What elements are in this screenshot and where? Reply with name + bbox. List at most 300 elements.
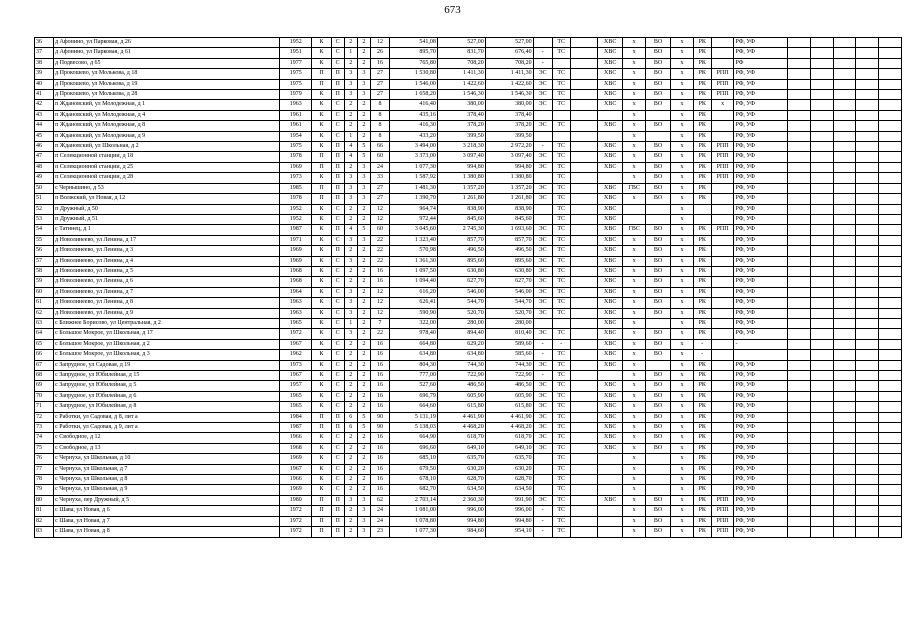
empty-cell <box>833 350 856 360</box>
wall-material: К <box>312 225 331 235</box>
apartments: 16 <box>370 433 389 443</box>
lift-repair <box>711 121 734 131</box>
address: с Свободное, д 13 <box>54 443 280 453</box>
heat-supply: ТС <box>552 173 570 183</box>
empty-cell <box>810 485 833 495</box>
wall-type: П <box>331 162 344 172</box>
empty-cell <box>833 464 856 474</box>
heat-supply: ТС <box>552 527 570 537</box>
living-area: 845,60 <box>437 214 485 224</box>
facade-repair: РФ, УФ <box>734 121 788 131</box>
floors-b: 2 <box>357 131 370 141</box>
cold-water: ХВС <box>598 318 623 328</box>
floors-a: 2 <box>344 110 357 120</box>
roof-repair: РК <box>693 110 711 120</box>
lift-repair: х <box>711 100 734 110</box>
empty-cell <box>879 381 902 391</box>
wall-material: П <box>312 412 331 422</box>
drainage: ВО <box>645 266 670 276</box>
heat-supply: ТС <box>552 475 570 485</box>
row-number: 74 <box>35 433 54 443</box>
apartments: 16 <box>370 464 389 474</box>
residential-area: 630,80 <box>485 266 533 276</box>
facade-repair: - <box>734 339 788 349</box>
floors-b: 2 <box>357 214 370 224</box>
empty-cell <box>833 298 856 308</box>
lift-repair <box>711 412 734 422</box>
residential-area: 378,40 <box>485 110 533 120</box>
empty-cell <box>879 423 902 433</box>
empty-cell <box>788 266 811 276</box>
living-area: 857,70 <box>437 235 485 245</box>
total-area: 1 481,30 <box>390 183 438 193</box>
hot-water: х <box>623 475 646 485</box>
year-built: 1968 <box>280 443 312 453</box>
hot-water: х <box>623 329 646 339</box>
living-area: 618,70 <box>437 433 485 443</box>
blank-col <box>570 485 598 495</box>
empty-cell <box>856 214 879 224</box>
living-area: 1 422,60 <box>437 79 485 89</box>
empty-cell <box>879 235 902 245</box>
floors-b: 3 <box>357 79 370 89</box>
row-number: 59 <box>35 277 54 287</box>
year-built: 1952 <box>280 204 312 214</box>
empty-cell <box>788 495 811 505</box>
electric-supply <box>533 454 552 464</box>
row-number: 55 <box>35 235 54 245</box>
row-number: 63 <box>35 318 54 328</box>
cold-water: ХВС <box>598 142 623 152</box>
empty-cell <box>833 131 856 141</box>
residential-area: 280,00 <box>485 318 533 328</box>
empty-cell <box>833 58 856 68</box>
wall-type: П <box>331 90 344 100</box>
floors-a: 2 <box>344 506 357 516</box>
wall-type: С <box>331 48 344 58</box>
electric-supply: ЭС <box>533 423 552 433</box>
lift-repair <box>711 48 734 58</box>
living-area: 630,20 <box>437 464 485 474</box>
lift-repair <box>711 183 734 193</box>
residential-area: 628,70 <box>485 475 533 485</box>
drainage: ВО <box>645 194 670 204</box>
empty-cell <box>810 110 833 120</box>
drainage: ВО <box>645 350 670 360</box>
electric-supply <box>533 38 552 48</box>
drainage: ВО <box>645 277 670 287</box>
facade-repair: РФ, УФ <box>734 214 788 224</box>
floors-a: 3 <box>344 298 357 308</box>
empty-cell <box>788 121 811 131</box>
floors-a: 2 <box>344 381 357 391</box>
facade-repair: РФ, УФ <box>734 38 788 48</box>
lift-repair <box>711 350 734 360</box>
wall-type: С <box>331 329 344 339</box>
empty-cell <box>856 371 879 381</box>
lift-repair <box>711 339 734 349</box>
hot-water: х <box>623 423 646 433</box>
address: п Волжский, ул Новая, д 12 <box>54 194 280 204</box>
empty-cell <box>810 516 833 526</box>
apartments: 16 <box>370 371 389 381</box>
gas-mark: х <box>671 48 694 58</box>
apartments: 60 <box>370 152 389 162</box>
address: д Новолинеево, ул Ленина, д 6 <box>54 277 280 287</box>
year-built: 1972 <box>280 329 312 339</box>
heat-supply: ТС <box>552 142 570 152</box>
residential-area: 527,00 <box>485 38 533 48</box>
apartments: 7 <box>370 318 389 328</box>
residential-area: 1 546,30 <box>485 90 533 100</box>
empty-cell <box>879 38 902 48</box>
floors-a: 3 <box>344 79 357 89</box>
empty-cell <box>879 433 902 443</box>
facade-repair: РФ, УФ <box>734 152 788 162</box>
cold-water: ХВС <box>598 308 623 318</box>
year-built: 1952 <box>280 214 312 224</box>
residential-area: 496,50 <box>485 246 533 256</box>
table-row <box>35 298 902 308</box>
cold-water: ХВС <box>598 183 623 193</box>
facade-repair: РФ, УФ <box>734 308 788 318</box>
empty-cell <box>833 152 856 162</box>
living-area: 527,00 <box>437 38 485 48</box>
year-built: 1979 <box>280 90 312 100</box>
facade-repair: РФ, УФ <box>734 495 788 505</box>
floors-b: 2 <box>357 204 370 214</box>
roof-repair: РК <box>693 142 711 152</box>
wall-type: П <box>331 79 344 89</box>
lift-repair <box>711 38 734 48</box>
floors-b: 2 <box>357 475 370 485</box>
blank-col <box>570 371 598 381</box>
table-row <box>35 214 902 224</box>
total-area: 685,10 <box>390 454 438 464</box>
floors-b: 2 <box>357 443 370 453</box>
total-area: 1 361,30 <box>390 256 438 266</box>
apartments: 22 <box>370 256 389 266</box>
cold-water: ХВС <box>598 225 623 235</box>
empty-cell <box>833 204 856 214</box>
row-number: 71 <box>35 402 54 412</box>
lift-repair: РПП <box>711 225 734 235</box>
empty-cell <box>879 58 902 68</box>
gas-mark: х <box>671 152 694 162</box>
row-number: 67 <box>35 360 54 370</box>
drainage: ВО <box>645 329 670 339</box>
roof-repair: РК <box>693 173 711 183</box>
empty-cell <box>856 225 879 235</box>
heat-supply: ТС <box>552 256 570 266</box>
table-row <box>35 308 902 318</box>
address: п Селекционной станции, д 28 <box>54 173 280 183</box>
empty-cell <box>833 433 856 443</box>
blank-col <box>570 152 598 162</box>
drainage <box>645 485 670 495</box>
table-row <box>35 318 902 328</box>
hot-water: х <box>623 38 646 48</box>
lift-repair <box>711 360 734 370</box>
electric-supply: - <box>533 527 552 537</box>
empty-cell <box>879 48 902 58</box>
empty-cell <box>810 235 833 245</box>
blank-col <box>570 256 598 266</box>
wall-material: К <box>312 381 331 391</box>
total-area: 1 077,30 <box>390 162 438 172</box>
roof-repair: РК <box>693 485 711 495</box>
heat-supply: ТС <box>552 443 570 453</box>
roof-repair: РК <box>693 235 711 245</box>
wall-material: П <box>312 152 331 162</box>
floors-b: 3 <box>357 183 370 193</box>
electric-supply: - <box>533 142 552 152</box>
table-row <box>35 371 902 381</box>
year-built: 1954 <box>280 131 312 141</box>
empty-cell <box>833 79 856 89</box>
lift-repair: РПП <box>711 495 734 505</box>
electric-supply: ЭС <box>533 121 552 131</box>
hot-water: х <box>623 318 646 328</box>
wall-type: С <box>331 433 344 443</box>
table-row <box>35 48 902 58</box>
gas-mark: х <box>671 506 694 516</box>
empty-cell <box>856 277 879 287</box>
address: д Прокошево, ул Молькова, д 18 <box>54 69 280 79</box>
living-area: 1 546,30 <box>437 90 485 100</box>
residential-area: 486,50 <box>485 381 533 391</box>
wall-type: П <box>331 142 344 152</box>
cold-water <box>598 506 623 516</box>
hot-water: х <box>623 152 646 162</box>
wall-material: К <box>312 475 331 485</box>
floors-b: 2 <box>357 454 370 464</box>
floors-a: 4 <box>344 225 357 235</box>
address: с Запрудное, ул Юбилейная, д 6 <box>54 391 280 401</box>
year-built: 1966 <box>280 433 312 443</box>
table-row <box>35 142 902 152</box>
table-row <box>35 204 902 214</box>
wall-material: К <box>312 360 331 370</box>
gas-mark: х <box>671 443 694 453</box>
blank-col <box>570 48 598 58</box>
wall-material: К <box>312 38 331 48</box>
facade-repair: РФ, УФ <box>734 360 788 370</box>
row-number: 60 <box>35 287 54 297</box>
gas-mark: х <box>671 475 694 485</box>
living-area: 280,00 <box>437 318 485 328</box>
electric-supply: - <box>533 339 552 349</box>
drainage: ВО <box>645 308 670 318</box>
floors-a: 3 <box>344 256 357 266</box>
living-area: 378,40 <box>437 110 485 120</box>
lift-repair <box>711 475 734 485</box>
hot-water: х <box>623 454 646 464</box>
gas-mark: х <box>671 183 694 193</box>
lift-repair <box>711 433 734 443</box>
wall-type: С <box>331 443 344 453</box>
apartments: 16 <box>370 350 389 360</box>
empty-cell <box>788 308 811 318</box>
blank-col <box>570 412 598 422</box>
wall-material: К <box>312 298 331 308</box>
lift-repair <box>711 266 734 276</box>
floors-a: 2 <box>344 246 357 256</box>
blank-col <box>570 475 598 485</box>
residential-area: 546,00 <box>485 287 533 297</box>
empty-cell <box>810 69 833 79</box>
empty-cell <box>788 371 811 381</box>
year-built: 1965 <box>280 318 312 328</box>
empty-cell <box>810 381 833 391</box>
address: с Большое Мокрое, ул Школьная, д 3 <box>54 350 280 360</box>
year-built: 1961 <box>280 121 312 131</box>
empty-cell <box>788 485 811 495</box>
wall-material: К <box>312 246 331 256</box>
roof-repair: РК <box>693 246 711 256</box>
wall-type: С <box>331 277 344 287</box>
apartments: 12 <box>370 308 389 318</box>
heat-supply: ТС <box>552 485 570 495</box>
roof-repair: РК <box>693 371 711 381</box>
roof-repair: РК <box>693 516 711 526</box>
cold-water: ХВС <box>598 391 623 401</box>
wall-type: С <box>331 110 344 120</box>
row-number: 50 <box>35 183 54 193</box>
floors-a: 2 <box>344 443 357 453</box>
cold-water: ХВС <box>598 194 623 204</box>
living-area: 996,00 <box>437 506 485 516</box>
table-row <box>35 121 902 131</box>
empty-cell <box>788 402 811 412</box>
heat-supply: ТС <box>552 329 570 339</box>
total-area: 972,44 <box>390 214 438 224</box>
row-number: 62 <box>35 308 54 318</box>
empty-cell <box>833 110 856 120</box>
empty-cell <box>810 38 833 48</box>
year-built: 1963 <box>280 298 312 308</box>
living-area: 520,70 <box>437 308 485 318</box>
heat-supply: ТС <box>552 214 570 224</box>
total-area: 804,30 <box>390 360 438 370</box>
table-row <box>35 495 902 505</box>
gas-mark: х <box>671 256 694 266</box>
empty-cell <box>879 100 902 110</box>
drainage <box>645 464 670 474</box>
apartments: 27 <box>370 69 389 79</box>
wall-material: П <box>312 506 331 516</box>
empty-cell <box>788 350 811 360</box>
empty-cell <box>856 110 879 120</box>
blank-col <box>570 79 598 89</box>
total-area: 433,20 <box>390 131 438 141</box>
heat-supply: ТС <box>552 69 570 79</box>
empty-cell <box>879 194 902 204</box>
gas-mark: х <box>671 402 694 412</box>
drainage <box>645 318 670 328</box>
cold-water <box>598 475 623 485</box>
row-number: 58 <box>35 266 54 276</box>
electric-supply: ЭС <box>533 412 552 422</box>
living-area: 399,50 <box>437 131 485 141</box>
floors-a: 3 <box>344 194 357 204</box>
empty-cell <box>833 360 856 370</box>
lift-repair: РПП <box>711 516 734 526</box>
wall-material: К <box>312 371 331 381</box>
empty-cell <box>879 110 902 120</box>
year-built: 1969 <box>280 162 312 172</box>
row-number: 40 <box>35 79 54 89</box>
electric-supply: ЭС <box>533 360 552 370</box>
empty-cell <box>833 162 856 172</box>
lift-repair <box>711 204 734 214</box>
total-area: 1 081,00 <box>390 506 438 516</box>
wall-type: С <box>331 58 344 68</box>
electric-supply: ЭС <box>533 183 552 193</box>
gas-mark: х <box>671 339 694 349</box>
table-row <box>35 58 902 68</box>
year-built: 1957 <box>280 381 312 391</box>
lift-repair <box>711 256 734 266</box>
living-area: 2 745,30 <box>437 225 485 235</box>
address: с Запрудное, ул Садовая, д 19 <box>54 360 280 370</box>
living-area: 744,30 <box>437 360 485 370</box>
table-row <box>35 423 902 433</box>
total-area: 696,79 <box>390 391 438 401</box>
empty-cell <box>833 516 856 526</box>
empty-cell <box>833 485 856 495</box>
table-row <box>35 38 902 48</box>
facade-repair: РФ, УФ <box>734 391 788 401</box>
cold-water: ХВС <box>598 214 623 224</box>
blank-col <box>570 277 598 287</box>
floors-b: 2 <box>357 287 370 297</box>
floors-b: 3 <box>357 69 370 79</box>
electric-supply: ЭС <box>533 391 552 401</box>
gas-mark: х <box>671 204 694 214</box>
drainage: ВО <box>645 516 670 526</box>
living-area: 605,90 <box>437 391 485 401</box>
living-area: 1 261,80 <box>437 194 485 204</box>
apartments: 90 <box>370 412 389 422</box>
floors-b: 5 <box>357 423 370 433</box>
facade-repair: РФ, УФ <box>734 277 788 287</box>
gas-mark: х <box>671 58 694 68</box>
empty-cell <box>856 464 879 474</box>
floors-b: 2 <box>357 485 370 495</box>
floors-b: 2 <box>357 329 370 339</box>
empty-cell <box>833 308 856 318</box>
year-built: 1984 <box>280 412 312 422</box>
wall-material: К <box>312 350 331 360</box>
apartments: 66 <box>370 142 389 152</box>
hot-water: х <box>623 246 646 256</box>
empty-cell <box>788 110 811 120</box>
wall-type: С <box>331 318 344 328</box>
floors-a: 2 <box>344 162 357 172</box>
roof-repair: РК <box>693 506 711 516</box>
address: п Ждановский, ул Школьная, д 2 <box>54 142 280 152</box>
empty-cell <box>879 121 902 131</box>
heat-supply: ТС <box>552 121 570 131</box>
empty-cell <box>788 246 811 256</box>
empty-cell <box>879 506 902 516</box>
heat-supply: ТС <box>552 495 570 505</box>
table-row <box>35 506 902 516</box>
hot-water: х <box>623 308 646 318</box>
empty-cell <box>856 402 879 412</box>
empty-cell <box>810 246 833 256</box>
